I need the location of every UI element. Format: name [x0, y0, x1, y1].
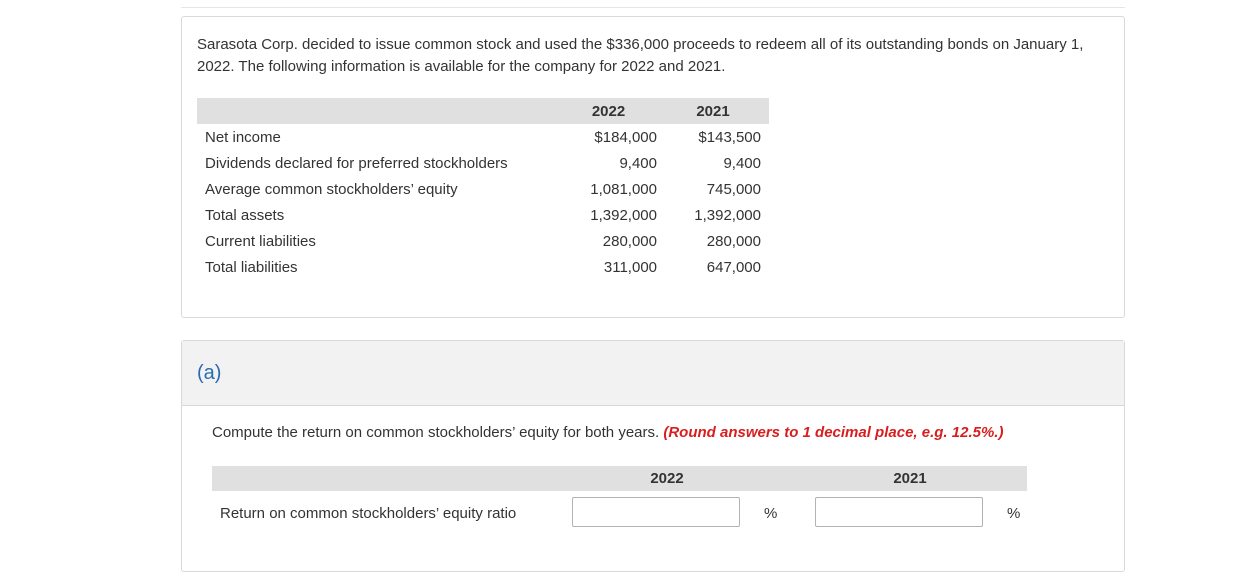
financial-data-table: [197, 98, 769, 280]
row-label: Net income: [205, 128, 281, 146]
value-2022: 1,081,000: [590, 180, 657, 198]
table-row: [197, 202, 769, 228]
roe-2021-input[interactable]: [815, 497, 983, 527]
row-label: Total assets: [205, 206, 285, 224]
row-label: Current liabilities: [205, 232, 316, 250]
value-2022: 9,400: [619, 154, 657, 172]
table-row: [197, 150, 769, 176]
header-2022: 2022: [560, 98, 657, 124]
rounding-instruction: (Round answers to 1 decimal place, e.g. 12.5%.): [663, 424, 1004, 441]
part-a-question: [212, 424, 1003, 441]
part-a-panel: [181, 340, 1125, 572]
table-row: [197, 124, 769, 150]
value-2021: 280,000: [706, 232, 761, 250]
part-a-header: [182, 341, 1124, 406]
problem-intro: Sarasota Corp. decided to issue common stock and used the $336,000 proceeds to redeem all of its outstanding bonds on January 1, 2022. The following information is available for the company for 2022 and 2021.: [197, 36, 1084, 75]
part-a-label: (a): [197, 362, 222, 384]
roe-2022-input[interactable]: [572, 497, 740, 527]
value-2022: $184,000: [594, 128, 657, 146]
answer-row-label: Return on common stockholders’ equity ratio: [220, 505, 517, 522]
value-2021: 9,400: [723, 154, 761, 172]
value-2021: 745,000: [706, 180, 761, 198]
answer-header-2021: 2021: [893, 470, 927, 487]
answer-header-row: [212, 466, 1027, 491]
value-2022: 1,392,000: [590, 206, 657, 224]
row-label: Dividends declared for preferred stockholders: [205, 154, 508, 172]
table-row: [197, 176, 769, 202]
header-2021: 2021: [657, 98, 769, 124]
table-header-row: [197, 98, 769, 124]
value-2021: 1,392,000: [694, 206, 761, 224]
problem-panel: [181, 16, 1125, 318]
header-blank: [197, 98, 560, 124]
row-label: Total liabilities: [205, 258, 298, 276]
answer-header-2022: 2022: [650, 470, 684, 487]
table-row: [197, 254, 769, 280]
value-2022: 311,000: [603, 258, 657, 276]
row-label: Average common stockholders’ equity: [205, 180, 458, 198]
table-row: [197, 228, 769, 254]
question-text: Compute the return on common stockholders’ equity for both years.: [212, 424, 660, 441]
value-2021: 647,000: [706, 258, 761, 276]
percent-unit-2022: %: [764, 505, 778, 522]
top-divider: [181, 7, 1125, 8]
percent-unit-2021: %: [1007, 505, 1021, 522]
value-2022: 280,000: [602, 232, 657, 250]
value-2021: $143,500: [698, 128, 761, 146]
